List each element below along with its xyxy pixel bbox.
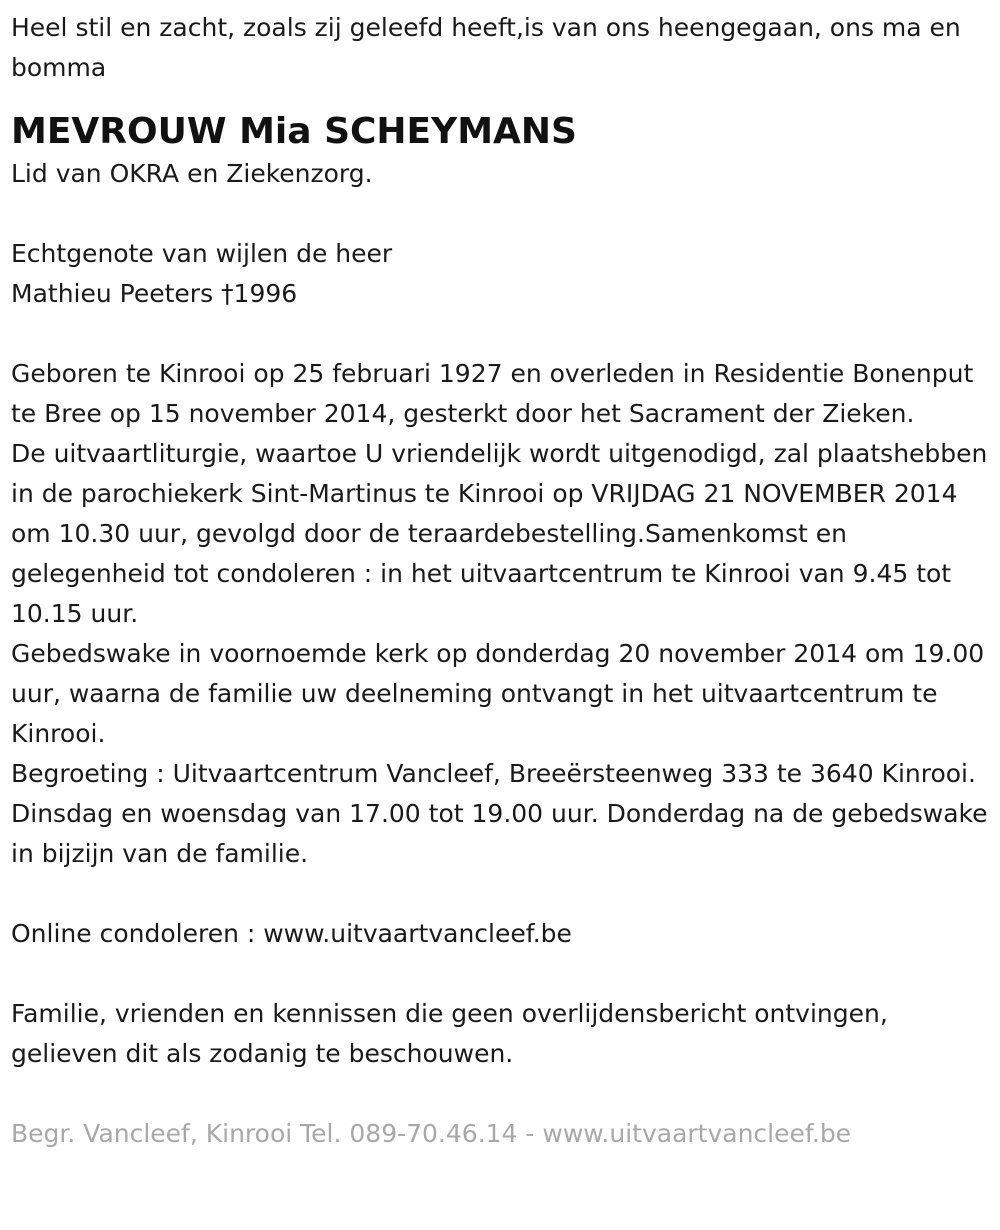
closing-text: Familie, vrienden en kennissen die geen overlijdensbericht ontvingen, gelieven dit als zodanig te beschouwen. xyxy=(11,999,888,1068)
intro-text: Heel stil en zacht, zoals zij geleefd heeft,is van ons heengegaan, ons ma en bomma xyxy=(11,13,961,82)
spouse-line: Echtgenote van wijlen de heer xyxy=(11,239,393,268)
spouse-death-year: 1996 xyxy=(233,279,298,308)
funeral-home-footer: Begr. Vancleef, Kinrooi Tel. 089-70.46.14 - www.uitvaartvancleef.be xyxy=(11,1119,852,1148)
spacer xyxy=(11,194,988,234)
online-condolence-text: Online condoleren : www.uitvaartvancleef.be xyxy=(11,919,572,948)
spouse-name-line xyxy=(11,274,988,314)
deceased-name: MEVROUW Mia SCHEYMANS xyxy=(11,111,577,152)
spacer xyxy=(11,874,988,914)
spacer xyxy=(11,954,988,994)
cross-icon: † xyxy=(221,279,234,308)
spacer xyxy=(11,1074,988,1114)
funeral-text: De uitvaartliturgie, waartoe U vriendelijk wordt uitgenodigd, zal plaatshebben in de parochiekerk Sint-Martinus te Kinrooi op VRIJDAG 21 NOVEMBER 2014 om 10.30 uur, gevolgd door de teraardebestelling.Samenkomst en gelegenheid tot condoleren : in het uitvaartcentrum te Kinrooi van 9.45 tot 10.15 uur. xyxy=(11,439,988,628)
membership-text: Lid van OKRA en Ziekenzorg. xyxy=(11,159,373,188)
prayer-vigil-text: Gebedswake in voornoemde kerk op donderdag 20 november 2014 om 19.00 uur, waarna de familie uw deelneming ontvangt in het uitvaartcentrum te Kinrooi. xyxy=(11,639,985,748)
birth-death-text: Geboren te Kinrooi op 25 februari 1927 en overleden in Residentie Bonenput te Bree op 15 november 2014, gesterkt door het Sacrament der Zieken. xyxy=(11,359,974,428)
visitation-text: Begroeting : Uitvaartcentrum Vancleef, Breeërsteenweg 333 te 3640 Kinrooi. Dinsdag en woensdag van 17.00 tot 19.00 uur. Donderdag na de gebedswake in bijzijn van de familie. xyxy=(11,759,988,868)
spouse-name: Mathieu Peeters xyxy=(11,279,222,308)
spacer xyxy=(11,314,988,354)
